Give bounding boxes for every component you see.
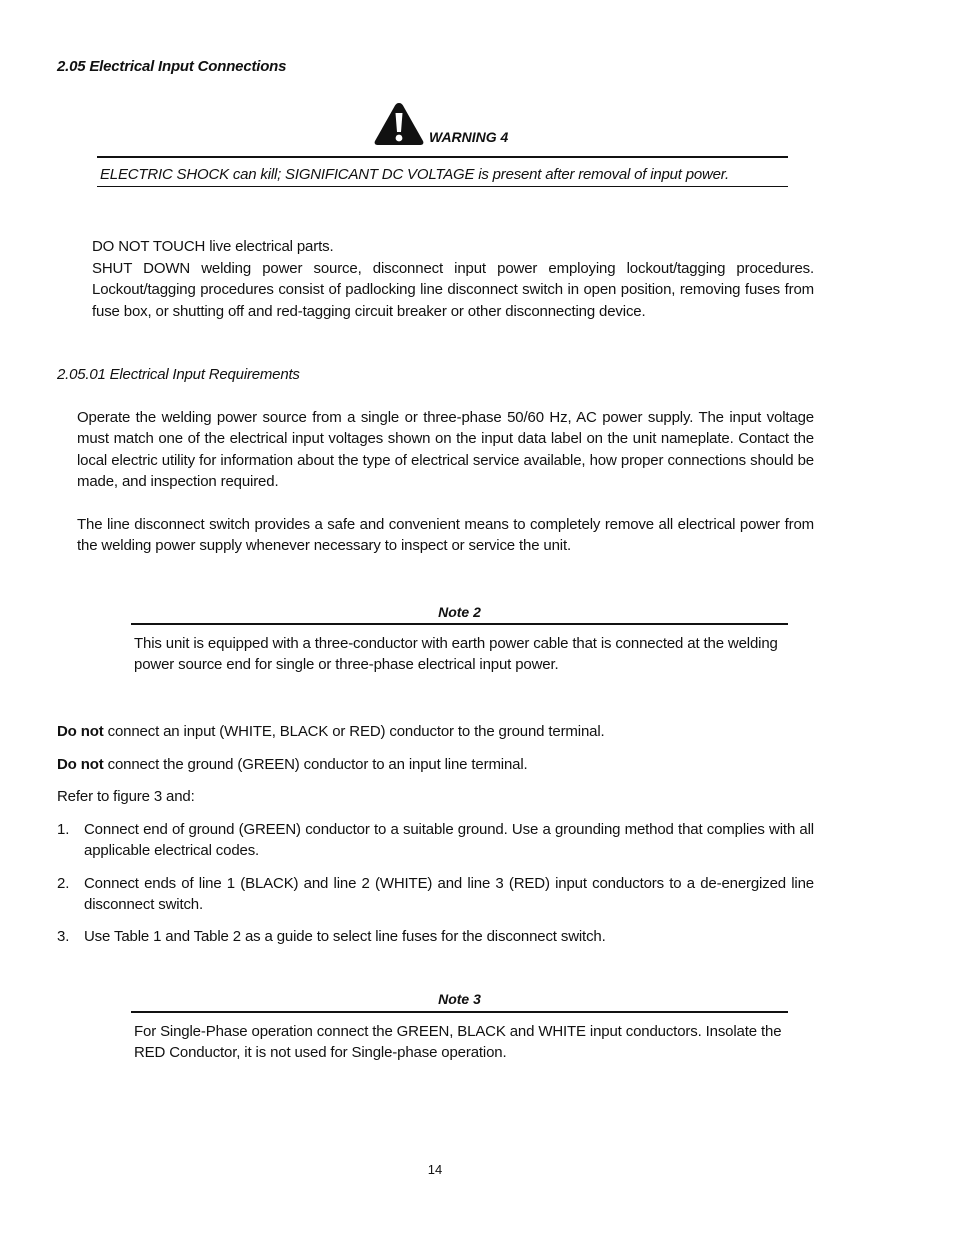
note2-text: This unit is equipped with a three-conductor with earth power cable that is connected at the welding power source end for single or three-phase electrical input power. <box>134 635 778 674</box>
list-text: Connect end of ground (GREEN) conductor to a suitable ground. Use a grounding method that complies with all applicable electrical codes. <box>84 821 814 860</box>
note3-rule <box>131 1011 788 1013</box>
warning-header <box>373 101 508 147</box>
list-item <box>57 926 814 947</box>
warning-bottom-rule <box>97 186 788 187</box>
requirements-paragraph-2: The line disconnect switch provides a safe and convenient means to completely remove all electrical power from the welding power supply whenever necessary to inspect or service the unit. <box>77 516 814 555</box>
note2-label: Note 2 <box>438 604 481 620</box>
list-text: Connect ends of line 1 (BLACK) and line 2 (WHITE) and line 3 (RED) input conductors to a de-energized line disconnect switch. <box>84 875 814 914</box>
caution-1-bold: Do not <box>57 723 104 740</box>
note3-text: For Single-Phase operation connect the GREEN, BLACK and WHITE input conductors. Insolate the RED Conductor, it is not used for Single-phase operation. <box>134 1023 782 1062</box>
subsection-title: 2.05.01 Electrical Input Requirements <box>57 366 300 383</box>
warning-top-rule <box>97 156 788 158</box>
list-text: Use Table 1 and Table 2 as a guide to select line fuses for the disconnect switch. <box>84 928 606 945</box>
caution-2-bold: Do not <box>57 756 104 773</box>
page-number: 14 <box>427 1162 443 1177</box>
caution-2-text: connect the ground (GREEN) conductor to an input line terminal. <box>103 756 528 773</box>
list-number: 3. <box>57 928 70 945</box>
list-item <box>57 873 814 916</box>
section-title: 2.05 Electrical Input Connections <box>57 58 287 75</box>
warning-text: ELECTRIC SHOCK can kill; SIGNIFICANT DC VOLTAGE is present after removal of input power. <box>100 166 729 183</box>
caution-2 <box>57 756 528 773</box>
list-number: 2. <box>57 875 70 892</box>
list-number: 1. <box>57 821 70 838</box>
safety-paragraph: SHUT DOWN welding power source, disconnect input power employing lockout/tagging procedures. Lockout/tagging procedures consist of padlocking line disconnect switch in open position, removing fuses from fuse box, or shutting off and red-tagging circuit breaker or other disconnecting device. <box>92 260 814 320</box>
requirements-paragraph-1: Operate the welding power source from a single or three-phase 50/60 Hz, AC power supply. The input voltage must match one of the electrical input voltages shown on the input data label on the unit nameplate. Contact the local electric utility for information about the type of electrical service available, how proper connections should be made, and inspection required. <box>77 409 814 490</box>
list-item <box>57 819 814 862</box>
warning-triangle-icon <box>373 101 425 147</box>
caution-1-text: connect an input (WHITE, BLACK or RED) conductor to the ground terminal. <box>103 723 605 740</box>
note2-rule <box>131 623 788 625</box>
refer-line: Refer to figure 3 and: <box>57 788 195 805</box>
caution-1 <box>57 723 605 740</box>
safety-line: DO NOT TOUCH live electrical parts. <box>92 238 334 255</box>
note3-label: Note 3 <box>438 991 481 1007</box>
warning-label: WARNING 4 <box>429 129 509 145</box>
